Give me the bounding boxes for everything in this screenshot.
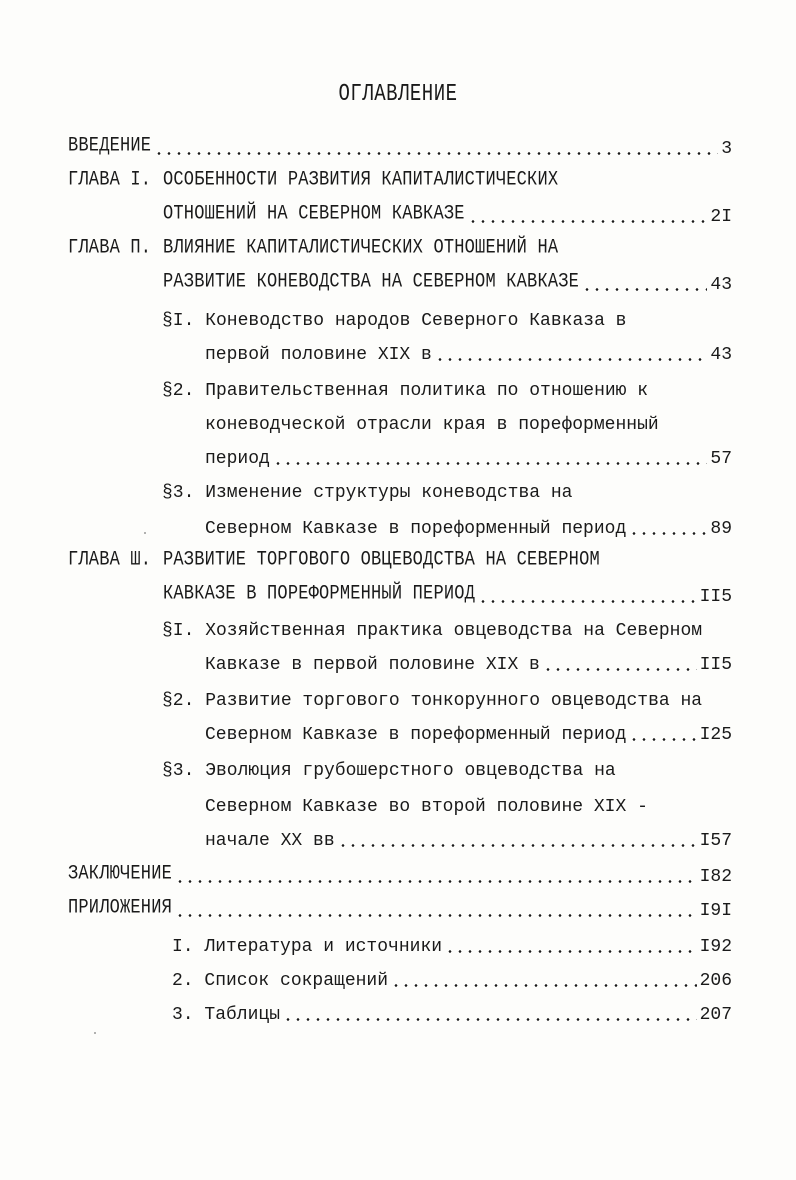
toc-entry-section-2-3[interactable] [205,508,732,540]
entry-text: РАЗВИТИЕ КОНЕВОДСТВА НА СЕВЕРНОМ КАВКАЗЕ [163,270,580,294]
dot-leader [338,844,697,847]
dot-leader [154,152,718,155]
entry-text: §I. Коневодство народов Северного Кавказа в [162,311,627,331]
entry-text: ВВЕДЕНИЕ [68,134,152,158]
page-number: 206 [699,971,732,991]
dot-leader [435,358,708,361]
page-number: I57 [699,831,732,851]
toc-section-2-2-heading[interactable] [162,370,732,402]
entry-text: РАЗВИТИЕ ТОРГОВОГО ОВЦЕВОДСТВА НА СЕВЕРНОМ [163,548,600,572]
toc-entry-appendix-1[interactable] [172,926,732,958]
dot-leader [478,600,697,603]
entry-text: I. Литература и источники [172,937,443,957]
page-number: I92 [699,937,732,957]
toc-entry-appendices[interactable] [68,890,732,922]
chapter-label: ГЛАВА Ш. [68,548,152,572]
page-number: I9I [699,901,732,921]
entry-text: §3. Изменение структуры коневодства на [162,483,573,503]
entry-text: ПРИЛОЖЕНИЯ [68,896,173,920]
page-number: 3 [721,139,732,159]
dot-leader [468,220,708,223]
toc-entry-section-2-1[interactable] [205,334,732,366]
entry-text: Северном Кавказе в пореформенный период [205,519,627,539]
dot-leader [391,984,697,987]
toc-entry-section-3-3[interactable] [205,820,732,852]
entry-text: 2. Список сокращений [172,971,389,991]
toc-entry-conclusion[interactable] [68,856,732,888]
toc-entry-chapter-3[interactable] [163,576,732,608]
toc-section-3-3-heading[interactable] [162,750,732,782]
toc-entry-chapter-2[interactable] [163,264,732,296]
toc-entry-section-3-1[interactable] [205,644,732,676]
page-number: 207 [699,1005,732,1025]
toc-entry-section-3-2[interactable] [205,714,732,746]
entry-text: §2. Правительственная политика по отношению к [162,381,649,401]
page-number: I25 [699,725,732,745]
entry-text: 3. Таблицы [172,1005,281,1025]
dot-leader [175,880,697,883]
page-number: 43 [710,345,732,365]
toc-section-3-1-heading[interactable] [162,610,732,642]
entry-text: ОСОБЕННОСТИ РАЗВИТИЯ КАПИТАЛИСТИЧЕСКИХ [163,168,559,192]
toc-entry-appendix-2[interactable] [172,960,732,992]
toc-section-3-2-heading[interactable] [162,680,732,712]
entry-text: §I. Хозяйственная практика овцеводства на Северном [162,621,703,641]
page-number: II5 [699,587,732,607]
entry-text: ВЛИЯНИЕ КАПИТАЛИСТИЧЕСКИХ ОТНОШЕНИЙ НА [163,236,559,260]
page-number: 2I [710,207,732,227]
dot-leader [445,950,697,953]
dot-leader [582,288,707,291]
dot-leader [175,914,697,917]
entry-text: §3. Эволюция грубошерстного овцеводства на [162,761,616,781]
dot-leader [273,462,708,465]
dot-leader [283,1018,697,1021]
toc-entry-chapter-1[interactable] [163,196,732,228]
entry-text: первой половине XIX в [205,345,432,365]
dot-leader [629,738,696,741]
dot-leader [629,532,707,535]
scan-speck [94,1032,96,1034]
toc-entry-appendix-3[interactable] [172,994,732,1026]
entry-text: ОТНОШЕНИЙ НА СЕВЕРНОМ КАВКАЗЕ [163,202,465,226]
entry-text: период [205,449,270,469]
dot-leader [543,668,697,671]
toc-entry-section-2-2[interactable] [205,438,732,470]
toc-chapter-1-heading[interactable] [68,162,732,194]
entry-text: Северном Кавказе в пореформенный период [205,725,627,745]
toc-section-2-1-heading[interactable] [162,300,732,332]
entry-text: ЗАКЛЮЧЕНИЕ [68,862,173,886]
page-number: 89 [710,519,732,539]
entry-text: коневодческой отрасли края в пореформенный [205,415,659,435]
scan-speck [144,532,146,534]
page-number: 57 [710,449,732,469]
page-number: I82 [699,867,732,887]
entry-text: КАВКАЗЕ В ПОРЕФОРМЕННЫЙ ПЕРИОД [163,582,476,606]
entry-text: Северном Кавказе во второй половине XIX - [205,797,648,817]
chapter-label: ГЛАВА П. [68,236,152,260]
toc-chapter-3-heading[interactable] [68,542,732,574]
entry-text: начале XX вв [205,831,335,851]
toc-section-2-3-heading[interactable] [162,472,732,504]
toc-entry-introduction[interactable] [68,128,732,160]
chapter-label: ГЛАВА I. [68,168,152,192]
toc-section-3-3-continuation [205,786,732,818]
toc-section-2-2-continuation [205,404,732,436]
entry-text: §2. Развитие торгового тонкорунного овцеводства на [162,691,703,711]
entry-text: Кавказе в первой половине XIX в [205,655,540,675]
toc-chapter-2-heading[interactable] [68,230,732,262]
page-number: 43 [710,275,732,295]
page-number: II5 [699,655,732,675]
page-title: ОГЛАВЛЕНИЕ [338,80,458,108]
